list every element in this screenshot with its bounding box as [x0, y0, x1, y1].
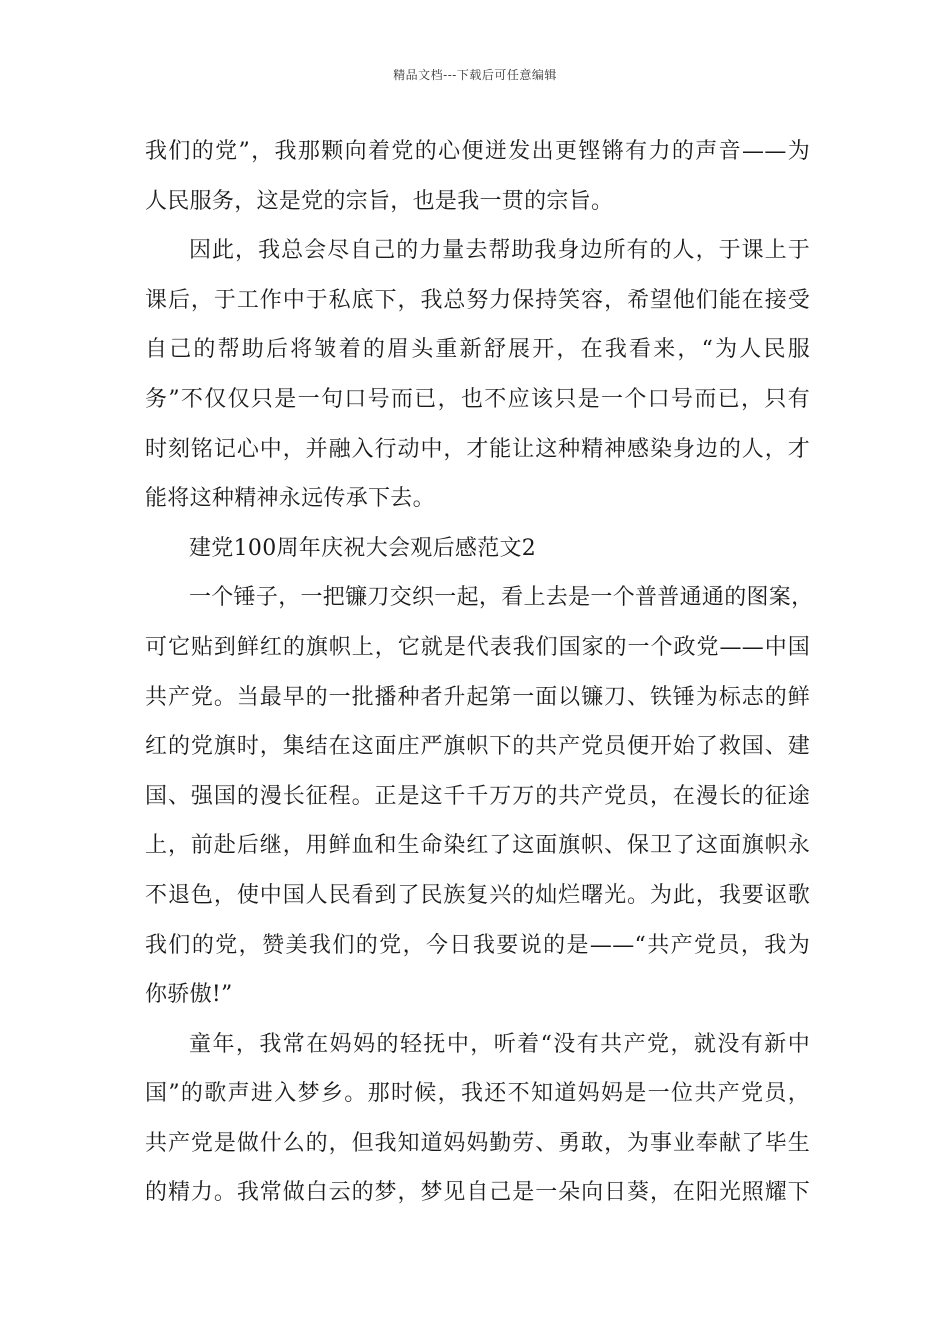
text-line: 我们的党，赞美我们的党，今日我要说的是——“共产党员，我为: [145, 932, 810, 958]
page-header: 精品文档---下载后可任意编辑: [393, 68, 557, 82]
text-line: 的精力。我常做白云的梦，梦见自己是一朵向日葵，在阳光照耀下: [145, 1180, 810, 1206]
text-line: 共产党。当最早的一批播种者升起第一面以镰刀、铁锤为标志的鲜: [145, 684, 810, 710]
text-line: 人民服务，这是党的宗旨，也是我一贯的宗旨。: [145, 188, 614, 214]
text-line: 时刻铭记心中，并融入行动中，才能让这种精神感染身边的人，才: [145, 436, 810, 462]
text-line: 红的党旗时，集结在这面庄严旗帜下的共产党员便开始了救国、建: [145, 734, 810, 760]
text-line: 国”的歌声进入梦乡。那时候，我还不知道妈妈是一位共产党员，: [145, 1081, 810, 1107]
text-line: 共产党是做什么的，但我知道妈妈勤劳、勇敢，为事业奉献了毕生: [145, 1130, 810, 1156]
section-heading: 建党100周年庆祝大会观后感范文2: [189, 535, 537, 561]
text-line: 上，前赴后继，用鲜血和生命染红了这面旗帜、保卫了这面旗帜永: [145, 833, 810, 859]
text-line: 自己的帮助后将皱着的眉头重新舒展开，在我看来，“为人民服: [145, 337, 810, 363]
text-line: 务”不仅仅只是一句口号而已，也不应该只是一个口号而已，只有: [145, 386, 810, 412]
text-line: 可它贴到鲜红的旗帜上，它就是代表我们国家的一个政党——中国: [145, 634, 810, 660]
text-line: 你骄傲!”: [145, 982, 233, 1008]
paragraph-first-line: 童年，我常在妈妈的轻抚中，听着“没有共产党，就没有新中: [189, 1031, 810, 1057]
document-body: [145, 127, 814, 1218]
text-line: 课后，于工作中于私底下，我总努力保持笑容，希望他们能在接受: [145, 287, 810, 313]
paragraph-first-line: 一个锤子，一把镰刀交织一起，看上去是一个普普通通的图案，: [189, 585, 814, 611]
text-line: 能将这种精神永远传承下去。: [145, 486, 435, 512]
text-line: 我们的党”，我那颗向着党的心便迸发出更铿锵有力的声音——为: [145, 139, 810, 164]
text-line: 不退色，使中国人民看到了民族复兴的灿烂曙光。为此，我要讴歌: [145, 882, 810, 908]
text-line: 国、强国的漫长征程。正是这千千万万的共产党员，在漫长的征途: [145, 783, 810, 809]
paragraph-first-line: 因此，我总会尽自己的力量去帮助我身边所有的人，于课上于: [189, 238, 810, 264]
